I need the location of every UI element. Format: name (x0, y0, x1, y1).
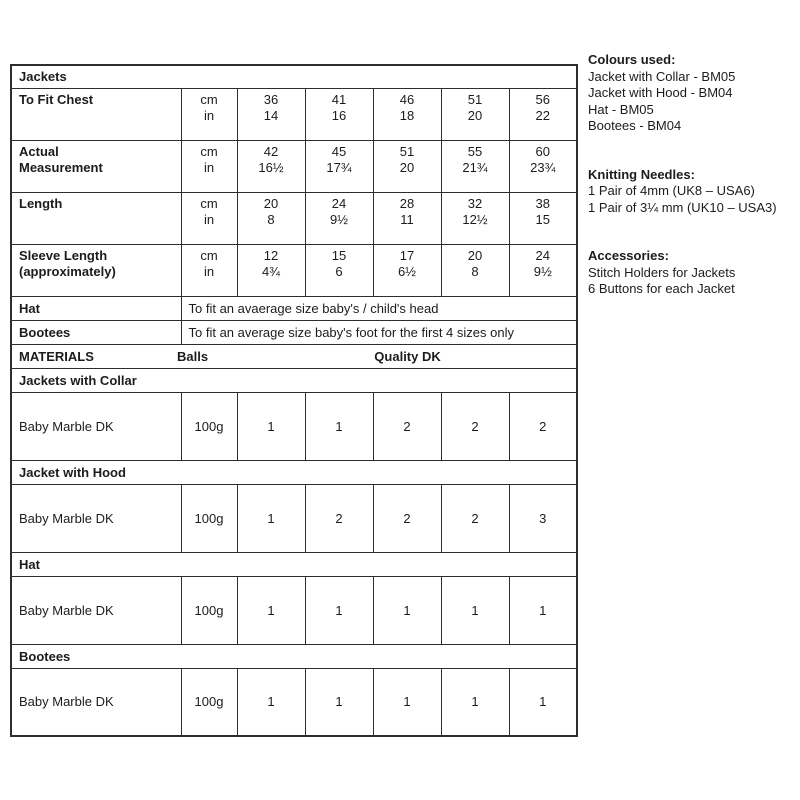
materials-header (12, 349, 576, 364)
size-cell (305, 192, 373, 244)
section-hat (11, 552, 577, 576)
yarn-name: Baby Marble DK (11, 668, 181, 736)
unit-in: in (203, 107, 215, 123)
in-value: 8 (267, 211, 275, 227)
label-line: Length (19, 195, 63, 211)
measurement-label (11, 88, 181, 140)
in-value: 16 (331, 107, 347, 123)
in-value: 17¾ (326, 159, 352, 175)
ball-count: 1 (237, 576, 305, 644)
size-cell (441, 244, 509, 296)
accessory-item: Stitch Holders for Jackets (588, 264, 736, 280)
in-value: 15 (535, 211, 551, 227)
size-cell (237, 140, 305, 192)
row-actual-measurement (11, 140, 577, 192)
unit-cell (181, 140, 237, 192)
in-value: 8 (471, 263, 479, 279)
cm-value: 32 (467, 195, 483, 211)
colour-item: Hat - BM05 (588, 101, 654, 117)
quality-label: Quality DK (374, 348, 441, 364)
accessories-title: Accessories: (588, 248, 669, 263)
material-row (11, 668, 577, 736)
cm-value: 56 (535, 91, 551, 107)
cm-value: 46 (399, 91, 415, 107)
ball-count: 1 (237, 668, 305, 736)
needle-item: 1 Pair of 3¼ mm (UK10 – USA3) (588, 199, 777, 215)
unit-cm: cm (200, 91, 218, 107)
label-line: To Fit Chest (19, 91, 94, 107)
cm-value: 17 (399, 247, 415, 263)
in-value: 9½ (533, 263, 552, 279)
measurement-label (11, 244, 181, 296)
cm-value: 24 (331, 195, 347, 211)
cm-value: 41 (331, 91, 347, 107)
bootees-description: To fit an average size baby's foot for the first 4 sizes only (181, 320, 577, 344)
cm-value: 15 (331, 247, 347, 263)
material-row (11, 576, 577, 644)
colours-used-title: Colours used: (588, 52, 676, 67)
pattern-details-sidebar (588, 52, 793, 330)
cm-value: 51 (467, 91, 483, 107)
label-line: Sleeve Length (19, 247, 108, 263)
size-cell (237, 88, 305, 140)
label-line: Measurement (19, 159, 103, 175)
size-materials-table (10, 64, 578, 737)
label-line: Actual (19, 143, 59, 159)
ball-count: 1 (441, 668, 509, 736)
material-row (11, 392, 577, 460)
table-title: Jackets (11, 65, 577, 88)
row-length (11, 192, 577, 244)
in-value: 6 (335, 263, 343, 279)
hat-description: To fit an avaerage size baby's / child's head (181, 296, 577, 320)
ball-count: 1 (237, 392, 305, 460)
section-bootees (11, 644, 577, 668)
section-title: Jacket with Hood (11, 460, 577, 484)
cm-value: 20 (467, 247, 483, 263)
ball-weight: 100g (181, 392, 237, 460)
row-bootees-info (11, 320, 577, 344)
unit-cm: cm (200, 195, 218, 211)
in-value: 23¾ (530, 159, 556, 175)
size-cell (373, 244, 441, 296)
ball-count: 2 (373, 392, 441, 460)
material-row (11, 484, 577, 552)
size-cell (509, 192, 577, 244)
size-cell (373, 140, 441, 192)
cm-value: 24 (535, 247, 551, 263)
ball-count: 1 (509, 576, 577, 644)
cm-value: 28 (399, 195, 415, 211)
yarn-name: Baby Marble DK (11, 484, 181, 552)
size-cell (441, 192, 509, 244)
needle-item: 1 Pair of 4mm (UK8 – USA6) (588, 183, 755, 198)
size-cell (305, 140, 373, 192)
section-title: Hat (11, 552, 577, 576)
cm-value: 45 (331, 143, 347, 159)
ball-count: 1 (237, 484, 305, 552)
yarn-name: Baby Marble DK (11, 576, 181, 644)
yarn-name: Baby Marble DK (11, 392, 181, 460)
size-cell (509, 88, 577, 140)
colour-item: Jacket with Collar - BM05 (588, 68, 736, 84)
ball-weight: 100g (181, 484, 237, 552)
colour-item: Bootees - BM04 (588, 118, 682, 133)
accessories-block (588, 248, 793, 298)
cm-value: 20 (263, 195, 279, 211)
ball-count: 1 (509, 668, 577, 736)
ball-count: 1 (441, 576, 509, 644)
label-line: (approximately) (19, 263, 116, 279)
in-value: 14 (263, 107, 279, 123)
in-value: 9½ (329, 211, 349, 227)
in-value: 18 (399, 107, 415, 123)
in-value: 20 (467, 107, 483, 123)
materials-label: MATERIALS (19, 348, 94, 364)
size-cell (237, 192, 305, 244)
in-value: 20 (399, 159, 415, 175)
size-cell (305, 88, 373, 140)
ball-count: 1 (305, 392, 373, 460)
section-jackets-with-collar (11, 368, 577, 392)
ball-weight: 100g (181, 668, 237, 736)
in-value: 4¾ (261, 263, 281, 279)
table-title-row (11, 65, 577, 88)
knitting-needles-block (588, 167, 793, 217)
row-materials-header (11, 344, 577, 368)
size-cell (373, 88, 441, 140)
unit-in: in (203, 211, 215, 227)
in-value: 21¾ (462, 159, 488, 175)
ball-count: 2 (373, 484, 441, 552)
cm-value: 51 (399, 143, 415, 159)
in-value: 11 (400, 211, 414, 227)
measurement-label (11, 140, 181, 192)
unit-cm: cm (200, 143, 218, 159)
row-hat-info (11, 296, 577, 320)
colour-item: Jacket with Hood - BM04 (588, 85, 733, 100)
balls-label: Balls (177, 348, 209, 364)
unit-cell (181, 192, 237, 244)
size-cell (509, 140, 577, 192)
ball-count: 3 (509, 484, 577, 552)
knitting-needles-title: Knitting Needles: (588, 166, 695, 182)
in-value: 16½ (258, 159, 284, 175)
materials-header-cell (11, 344, 577, 368)
bootees-label: Bootees (11, 320, 181, 344)
accessory-item: 6 Buttons for each Jacket (588, 281, 735, 296)
row-to-fit-chest (11, 88, 577, 140)
ball-count: 1 (305, 576, 373, 644)
size-cell (305, 244, 373, 296)
section-jacket-with-hood (11, 460, 577, 484)
unit-cm: cm (200, 247, 218, 263)
in-value: 22 (535, 107, 551, 123)
unit-in: in (203, 159, 215, 175)
cm-value: 42 (263, 143, 279, 159)
colours-used-block (588, 52, 793, 135)
cm-value: 36 (263, 91, 279, 107)
row-sleeve-length (11, 244, 577, 296)
ball-weight: 100g (181, 576, 237, 644)
ball-count: 1 (305, 668, 373, 736)
ball-count: 1 (373, 668, 441, 736)
size-cell (441, 88, 509, 140)
cm-value: 38 (535, 195, 551, 211)
size-cell (441, 140, 509, 192)
cm-value: 12 (263, 247, 279, 263)
ball-count: 1 (373, 576, 441, 644)
ball-count: 2 (441, 484, 509, 552)
size-cell (373, 192, 441, 244)
measurement-label (11, 192, 181, 244)
unit-in: in (203, 263, 215, 279)
size-cell (509, 244, 577, 296)
in-value: 12½ (462, 211, 488, 227)
cm-value: 60 (535, 143, 551, 159)
ball-count: 2 (305, 484, 373, 552)
section-title: Jackets with Collar (11, 368, 577, 392)
unit-cell (181, 244, 237, 296)
in-value: 6½ (397, 263, 417, 279)
section-title: Bootees (11, 644, 577, 668)
unit-cell (181, 88, 237, 140)
ball-count: 2 (509, 392, 577, 460)
ball-count: 2 (441, 392, 509, 460)
hat-label: Hat (11, 296, 181, 320)
cm-value: 55 (467, 143, 483, 159)
size-cell (237, 244, 305, 296)
